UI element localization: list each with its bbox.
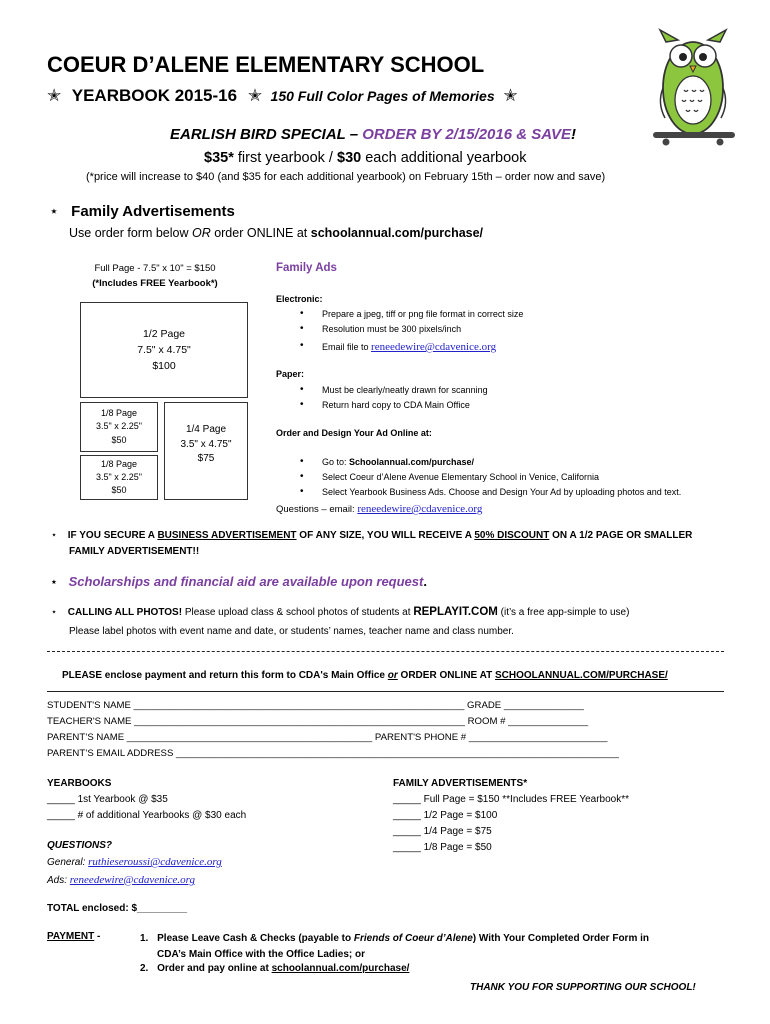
eighth-page-price: $50 xyxy=(111,434,127,445)
electronic-heading: Electronic: xyxy=(276,294,323,304)
quarter-page-price: $75 xyxy=(197,453,215,464)
text: SCHOOLANNUAL.COM/PURCHASE/ xyxy=(495,670,668,681)
parent-name-field[interactable]: PARENT’S NAME ______________________________________________ PARENT'S PHONE # __________________________ xyxy=(47,732,608,743)
eighth-page-title: 1/8 Page xyxy=(100,408,138,419)
payment-label xyxy=(47,931,100,942)
online-heading: Order and Design Your Ad Online at: xyxy=(276,428,432,438)
early-bird-line xyxy=(170,126,576,143)
text: Please upload class & school photos of students at xyxy=(182,607,414,618)
half-page-field[interactable]: _____ 1/2 Page = $100 xyxy=(393,810,498,821)
quarter-page-box xyxy=(164,402,248,500)
paper-item-2: • Return hard copy to CDA Main Office xyxy=(300,399,470,410)
price-first: $35* xyxy=(204,150,234,166)
student-name-field[interactable]: STUDENT'S NAME ______________________________________________________________ GRADE _______________ xyxy=(47,700,584,711)
price-additional: $30 xyxy=(337,150,362,166)
school-title: COEUR D’ALENE ELEMENTARY SCHOOL xyxy=(47,52,485,77)
questions-block xyxy=(47,838,222,889)
order-by-date: ORDER BY 2/15/2016 & SAVE xyxy=(362,126,571,143)
text: 1. xyxy=(140,933,149,944)
business-discount xyxy=(47,528,692,560)
email-link[interactable]: ruthieseroussi@cdavenice.org xyxy=(88,856,222,868)
payment-option-1 xyxy=(140,931,649,963)
text: Go to: xyxy=(322,457,350,467)
text: CDA’s Main Office with the Office Ladies; or xyxy=(157,949,365,960)
quarter-page-title: 1/4 Page xyxy=(185,424,227,435)
paper-heading: Paper: xyxy=(276,369,305,379)
quarter-page-size: 3.5" x 4.75" xyxy=(180,438,232,450)
star-icon: ✭ xyxy=(503,86,518,105)
family-ads-heading xyxy=(47,202,235,220)
bullet-star-icon: ⋆ xyxy=(49,203,59,220)
divider xyxy=(47,691,724,692)
text: 50% DISCOUNT xyxy=(474,530,550,541)
enclose-line xyxy=(62,670,668,681)
text: (it’s a free app-simple to use) xyxy=(497,607,630,618)
thank-you: THANK YOU FOR SUPPORTING OUR SCHOOL! xyxy=(470,982,696,993)
price-note: (*price will increase to $40 (and $35 for each additional yearbook) on February 15th – order now and save) xyxy=(86,171,606,183)
eighth-page-size: 3.5" x 2.25" xyxy=(96,421,142,432)
star-icon: ✭ xyxy=(247,86,263,105)
electronic-item-1: • Prepare a jpeg, tiff or png file format in correct size xyxy=(300,308,524,319)
text: Please Leave Cash & Checks (payable to xyxy=(157,933,354,944)
bullet-star-icon: ⋆ xyxy=(49,574,59,589)
total-enclosed-field[interactable]: TOTAL enclosed: $_________ xyxy=(47,903,188,914)
text: OF ANY SIZE, YOU WILL RECEIVE A xyxy=(296,530,475,541)
text: Must be clearly/neatly drawn for scanning xyxy=(322,385,488,395)
early-bird-bang: ! xyxy=(570,126,576,143)
half-page-size: 7.5" x 4.75" xyxy=(137,343,191,356)
early-bird-label: EARLISH BIRD SPECIAL – xyxy=(170,126,363,143)
additional-yearbooks-field[interactable]: _____ # of additional Yearbooks @ $30 each xyxy=(47,810,247,821)
eighth-page-size: 3.5" x 2.25" xyxy=(96,471,142,482)
half-page-box xyxy=(80,302,248,398)
text: 2. xyxy=(140,963,149,974)
text: BUSINESS ADVERTISEMENT xyxy=(157,530,297,541)
online-item-1: • Go to: Schoolannual.com/purchase/ xyxy=(300,456,475,467)
photos-line xyxy=(47,603,629,640)
bullet-star-icon: ⋆ xyxy=(50,607,58,618)
text: FAMILY ADVERTISEMENT!! xyxy=(69,546,200,557)
family-ads-title: Family Advertisements xyxy=(71,203,235,220)
order-online-line xyxy=(69,226,483,240)
teacher-name-field[interactable]: TEACHER'S NAME ______________________________________________________________ ROOM # _______________ xyxy=(47,716,589,727)
text: General: xyxy=(47,857,89,868)
yearbook-tagline: 150 Full Color Pages of Memories xyxy=(270,88,495,104)
text: Please label photos with event name and date, or students’ names, teacher name and class number. xyxy=(69,625,514,637)
price-line xyxy=(204,150,526,166)
text: PAYMENT xyxy=(47,931,95,942)
text: Ads: xyxy=(47,874,70,886)
eighth-page-field[interactable]: _____ 1/8 Page = $50 xyxy=(393,842,492,853)
email-link[interactable]: reneedewire@cdavenice.org xyxy=(357,503,483,515)
purchase-url[interactable]: schoolannual.com/purchase/ xyxy=(271,963,410,974)
eighth-page-title: 1/8 Page xyxy=(100,458,138,469)
text: ORDER ONLINE AT xyxy=(397,670,496,681)
text: - xyxy=(94,931,101,942)
online-item-2: • Select Coeur d’Alene Avenue Elementary School in Venice, California xyxy=(300,471,600,482)
replayit-link[interactable]: REPLAYIT.COM xyxy=(413,606,498,618)
star-icon: ✭ xyxy=(47,86,62,105)
divider xyxy=(47,651,724,652)
yearbook-line xyxy=(47,86,517,106)
family-order-title: FAMILY ADVERTISEMENTS* xyxy=(393,778,528,789)
text: IF YOU SECURE A xyxy=(67,530,158,541)
text: Friends of Coeur d’Alene xyxy=(353,933,473,944)
eighth-page-box-2 xyxy=(80,455,158,500)
full-page-size: Full Page - 7.5" x 10" = $150 xyxy=(94,263,216,274)
text: ON A 1/2 PAGE OR SMALLER xyxy=(549,530,693,541)
text: Select Coeur d’Alene Avenue Elementary School in Venice, California xyxy=(322,472,600,482)
full-page-label xyxy=(62,262,248,291)
text: ) With Your Completed Order Form in xyxy=(472,933,650,944)
yearbooks-title: YEARBOOKS xyxy=(47,778,112,789)
questions-title: QUESTIONS? xyxy=(47,840,113,851)
text-or: OR xyxy=(191,226,211,240)
price-additional-text: each additional yearbook xyxy=(361,150,527,166)
text: Email file to xyxy=(322,342,372,352)
text: Questions – email: xyxy=(276,504,358,515)
text: Resolution must be 300 pixels/inch xyxy=(322,324,462,334)
text: Prepare a jpeg, tiff or png file format in correct size xyxy=(322,309,524,319)
eighth-page-price: $50 xyxy=(111,485,127,496)
text: CALLING ALL PHOTOS! xyxy=(67,607,183,618)
text: Return hard copy to CDA Main Office xyxy=(322,400,470,410)
quarter-page-field[interactable]: _____ 1/4 Page = $75 xyxy=(393,826,492,837)
email-link[interactable]: reneedewire@cdavenice.org xyxy=(371,341,497,353)
text: . xyxy=(423,574,427,589)
text: Order and pay online at xyxy=(157,963,272,974)
purchase-url[interactable]: Schoolannual.com/purchase/ xyxy=(349,457,475,467)
price-first-text: first yearbook / xyxy=(233,150,337,166)
bullet-star-icon: ⋆ xyxy=(50,530,58,541)
eighth-page-box-1 xyxy=(80,402,158,452)
family-ads-order xyxy=(393,776,629,856)
text: Select Yearbook Business Ads. Choose and Design Your Ad by uploading photos and text. xyxy=(322,487,682,497)
family-ads-info-title: Family Ads xyxy=(276,262,337,274)
first-yearbook-field[interactable]: _____ 1st Yearbook @ $35 xyxy=(47,794,168,805)
yearbook-title: YEARBOOK 2015-16 xyxy=(71,86,238,105)
yearbooks-order xyxy=(47,776,246,824)
paper-item-1: • Must be clearly/neatly drawn for scanning xyxy=(300,384,488,395)
text: Use order form below xyxy=(69,226,192,240)
text: PLEASE enclose payment and return this form to CDA's Main Office xyxy=(62,670,388,681)
scholarships-text: Scholarships and financial aid are available upon request xyxy=(68,574,424,589)
questions-email-line xyxy=(276,503,482,515)
half-page-price: $100 xyxy=(152,360,176,373)
parent-email-field[interactable]: PARENT’S EMAIL ADDRESS ___________________________________________________________________________________ xyxy=(47,748,619,759)
text: order ONLINE at xyxy=(210,226,311,240)
email-link[interactable]: reneedewire@cdavenice.org xyxy=(69,873,196,886)
scholarships-line xyxy=(47,574,427,590)
purchase-url[interactable]: schoolannual.com/purchase/ xyxy=(310,226,484,240)
full-page-field[interactable]: _____ Full Page = $150 **Includes FREE Yearbook** xyxy=(393,794,630,805)
text: or xyxy=(387,670,398,681)
owl-skateboard-logo xyxy=(648,28,738,146)
electronic-item-3: • Email file to reneedewire@cdavenice.org xyxy=(300,340,497,353)
half-page-title: 1/2 Page xyxy=(142,327,186,340)
payment-option-2 xyxy=(140,963,409,974)
electronic-item-2: • Resolution must be 300 pixels/inch xyxy=(300,323,462,334)
full-page-note: (*Includes FREE Yearbook*) xyxy=(92,277,218,289)
online-item-3: • Select Yearbook Business Ads. Choose and Design Your Ad by uploading photos and text. xyxy=(300,486,682,497)
